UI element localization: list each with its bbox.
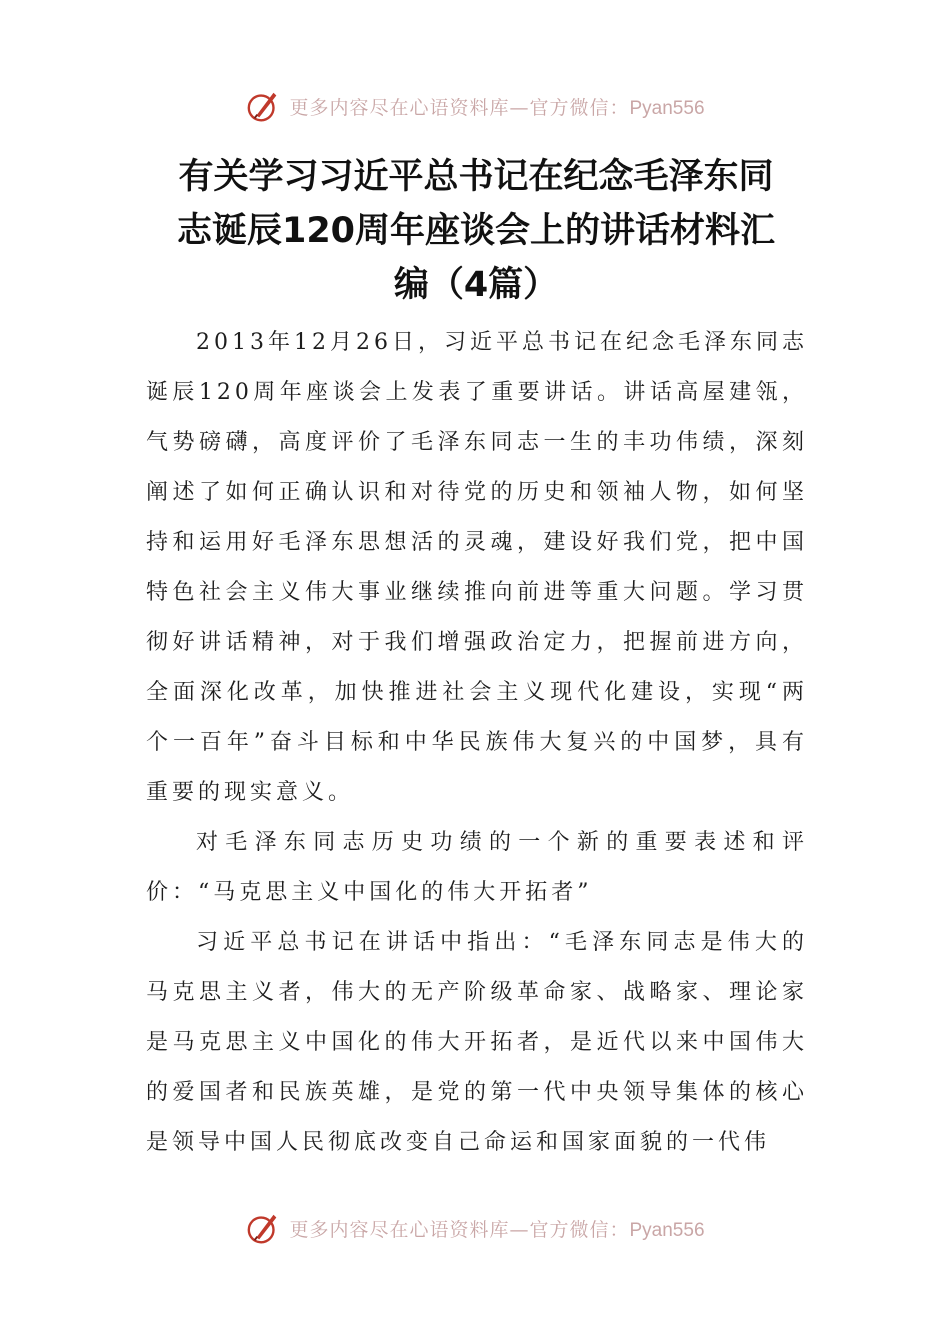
body-paragraph: 习近平总书记在讲话中指出：“毛泽东同志是伟大的马克思主义者，伟大的无产阶级革命家、战略家、理论家是马克思主义中国化的伟大开拓者，是近代以来中国伟大的爱国者和民族英雄，是党的第一代中央领导集体的核心是领导中国人民彻底改变自己命运和国家面貌的一代伟 xyxy=(146,930,808,1155)
title-line: 有关学习习近平总书记在纪念毛泽东同 xyxy=(178,157,774,197)
title-line: 志诞辰120周年座谈会上的讲话材料汇 xyxy=(176,211,776,251)
document-body xyxy=(146,318,808,1168)
quill-pen-logo-icon xyxy=(245,87,283,125)
watermark-text: 更多内容尽在心语资料库—官方微信：Pyan556 xyxy=(289,1218,705,1241)
body-paragraph: 2013年12月26日，习近平总书记在纪念毛泽东同志诞辰120周年座谈会上发表了重要讲话。讲话高屋建瓴，气势磅礴，高度评价了毛泽东同志一生的丰功伟绩，深刻阐述了如何正确认识和对待党的历史和领袖人物，如何坚持和运用好毛泽东思想活的灵魂，建设好我们党，把中国特色社会主义伟大事业继续推向前进等重大问题。学习贯彻好讲话精神，对于我们增强政治定力，把握前进方向，全面深化改革，加快推进社会主义现代化建设，实现“两个一百年”奋斗目标和中华民族伟大复兴的中国梦，具有重要的现实意义。 xyxy=(146,330,808,805)
watermark-handle: Pyan556 xyxy=(629,1219,705,1241)
quill-pen-logo-icon xyxy=(245,1209,283,1247)
document-title xyxy=(140,150,812,312)
watermark-text: 更多内容尽在心语资料库—官方微信：Pyan556 xyxy=(289,96,705,119)
body-paragraph: 对毛泽东同志历史功绩的一个新的重要表述和评价：“马克思主义中国化的伟大开拓者” xyxy=(146,830,808,905)
title-line: 编（4篇） xyxy=(393,265,559,305)
watermark-handle: Pyan556 xyxy=(629,97,705,119)
footer-watermark-banner xyxy=(0,1206,950,1250)
header-watermark-banner xyxy=(0,84,950,128)
